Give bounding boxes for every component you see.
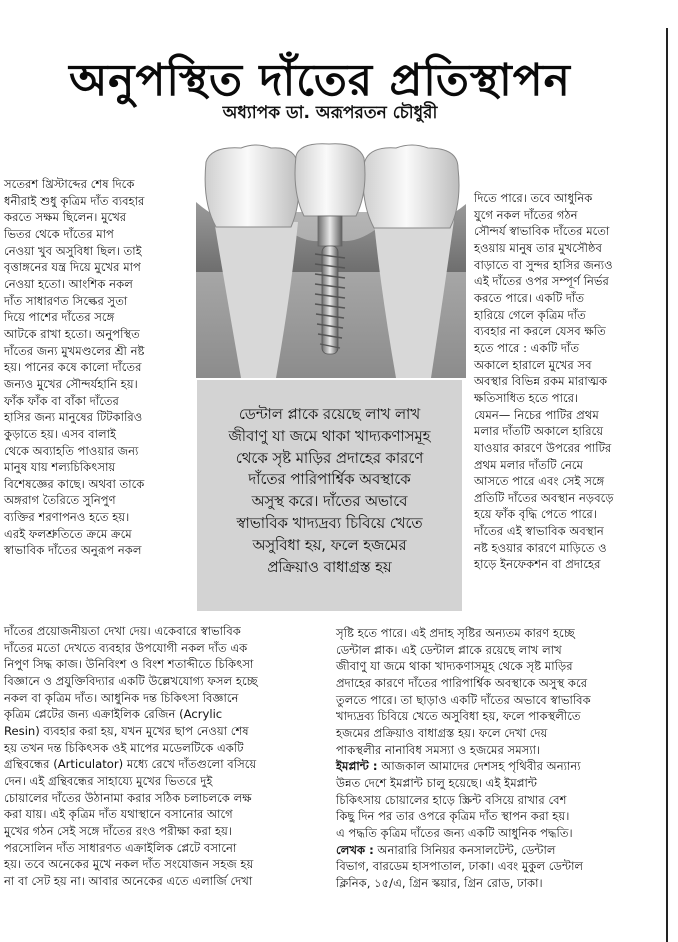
text-line: অঙ্গরাগ তৈরিতে সুনিপুণ: [4, 493, 116, 508]
text-line: হজমের প্রক্রিয়াও বাধাগ্রস্ত হয়। ফলে দেখা দেয়: [336, 725, 548, 740]
text-line: নেওয়া হতো। আংশিক নকল: [4, 276, 133, 291]
text-line: কৃত্রিম প্লেটের জন্য এক্রাইলিক রেজিন (Acrylic: [4, 707, 223, 722]
text-line: করা যায়। এই কৃত্রিম দাঁত যথাস্থানে বসানোর আগে: [4, 807, 233, 822]
text-line: পরসোলিন দাঁত সাধারণত এক্রাইলিক প্লেটে বসানো: [4, 840, 237, 855]
lower-right-text: [336, 625, 664, 892]
column-right-text: [474, 190, 664, 573]
quote-line: ডেন্টাল প্লাকে রয়েছে লাখ লাখ: [238, 406, 421, 423]
text-line: নেওয়া খুব অসুবিধা ছিল। তাই: [4, 243, 142, 258]
text-line: হয়। পানের কষে কালো দাঁতের: [4, 360, 142, 375]
text-line: প্রতিটি দাঁতের অবস্থান নড়বড়ে: [474, 490, 614, 505]
text-line: দিতে পারে। তবে আধুনিক: [474, 191, 593, 205]
text-line: ক্ষতিসাধিত হতে পারে।: [474, 390, 579, 405]
text-line: প্রদাহের কারণে দাঁতের পারিপার্শ্বিক অবস্থাকে অসুস্থ করে: [336, 675, 588, 690]
text-line: সৃষ্টি হতে পারে। এই প্রদাহ সৃষ্টির অন্যতম কারণ হচ্ছে: [336, 626, 575, 640]
text-line: ব্যবহার না করলে যেসব ক্ষতি: [474, 324, 606, 339]
author-label: লেখক :: [336, 842, 374, 857]
text-line: গ্রন্থিবন্ধের (Articulator) মধ্যে রেখে দাঁতগুলো বসিয়ে: [4, 757, 257, 772]
text-line: দাঁত সাধারণত সিল্কের সুতা: [4, 293, 128, 308]
text-line: জন্যও মুখের সৌন্দর্যহানি হয়।: [4, 376, 138, 391]
text-line: আটকে রাখা হতো। অনুপস্থিত: [4, 326, 140, 341]
text-line: করতে পারে। একটি দাঁত: [474, 290, 585, 305]
text-line: হাড়ে ইনফেকশন বা প্রদাহের: [474, 557, 601, 572]
text-line: নষ্ট হওয়ার কারণে মাড়িতে ও: [474, 540, 607, 555]
text-line: দাঁতের এই স্বাভাবিক অবস্থান: [474, 524, 604, 539]
implant-line: চিকিৎসায় চোয়ালের হাড়ে স্ক্রিন্ট বসিয়ে রাখার বেশ: [336, 792, 567, 807]
article-headline: অনুপস্থিত দাঁতের প্রতিস্থাপন: [69, 55, 571, 107]
quote-line: স্বাভাবিক খাদ্যদ্রব্য চিবিয়ে খেতে: [236, 514, 423, 532]
column-left-text: [4, 176, 200, 559]
text-line: আসতে পারে এবং সেই সঙ্গে: [474, 474, 605, 489]
author-line: বিভাগ, বারডেম হাসপাতাল, ঢাকা। এবং মুকুল ডেন্টাল: [336, 859, 584, 874]
lower-left-text: [4, 623, 328, 890]
text-line: ফাঁক ফাঁক বা বাঁকা দাঁতের: [4, 393, 119, 408]
text-line: এরই ফলশ্রুতিতে ক্রমে ক্রমে: [4, 526, 132, 541]
dental-implant-illustration: [196, 142, 466, 378]
text-line: দেন। এই গ্রন্থিবন্ধের সাহায্যে মুখের ভিতরে দুই: [4, 773, 213, 788]
text-line: হয়। তবে অনেকের মুখে নকল দাঁত সংযোজন সহজ হয়: [4, 857, 254, 872]
text-line: তুলতে পারে। তা ছাড়াও একটি দাঁতের অভাবে স্বাভাবিক: [336, 692, 591, 707]
text-line: বিশেষজ্ঞের কাছে। অথবা তাকে: [4, 476, 145, 491]
quote-line: থেকে সৃষ্ট মাড়ির প্রদাহের কারণে: [235, 449, 424, 467]
text-line: সতেরশ খ্রিস্টাব্দের শেষ দিকে: [4, 177, 135, 191]
text-line: অকালে হারালে মুখের সব: [474, 357, 592, 372]
text-line: Resin) ব্যবহার করা হয়, যখন মুখের ছাপ নেওয়া শেষ: [4, 723, 249, 738]
implant-paragraph-line: [336, 758, 664, 775]
pull-quote-box: [197, 380, 462, 611]
text-line: দাঁতের প্রয়োজনীয়তা দেখা দেয়। একেবারে স্বাভাবিক: [4, 624, 241, 638]
text-line: দিয়ে পাশের দাঁতের সঙ্গে: [4, 310, 115, 325]
text-line: প্রথম মলার দাঁতটি নেমে: [474, 457, 583, 472]
text-line: মানুষ যায় শল্যচিকিৎসায়: [4, 460, 116, 475]
text-line: যাওয়ার কারণে উপরের পাটির: [474, 440, 612, 455]
text-line: হয়ে ফাঁক বৃদ্ধি পেতে পারে।: [474, 507, 597, 522]
text-line: কুড়াতে হয়। এসব বালাই: [4, 426, 117, 441]
quote-line: প্রক্রিয়াও বাধাগ্রস্ত হয়: [267, 558, 392, 576]
author-line: ক্লিনিক, ১৫/এ, গ্রিন স্কয়ার, গ্রিন রোড, ঢাকা।: [336, 875, 543, 890]
implant-line: আজকাল আমাদের দেশসহ পৃথিবীর অন্যান্য: [377, 759, 581, 774]
text-line: স্বাভাবিক দাঁতের অনুরূপ নকল: [4, 543, 142, 558]
text-line: থেকে অব্যাহতি পাওয়ার জন্য: [4, 443, 139, 458]
text-line: নিপুণ সিদ্ধ কাজ। উনিবিংশ ও বিংশ শতাব্দীতে চিকিৎসা: [4, 657, 254, 672]
text-line: চোয়ালের দাঁতের উঠানামা করার সঠিক চলাচলকে লক্ষ: [4, 790, 252, 805]
text-line: নকল বা কৃত্রিম দাঁত। আধুনিক দন্ত চিকিৎসা বিজ্ঞানে: [4, 690, 239, 705]
column-rule: [666, 28, 668, 942]
text-line: হাসির জন্য মানুষের টিটকারিও: [4, 410, 143, 425]
quote-line: দাঁতের পারিপার্শ্বিক অবস্থাকে: [248, 471, 411, 489]
text-line: খাদ্যদ্রব্য চিবিয়ে খেতে অসুবিধা হয়, ফলে পাকস্থলীতে: [336, 709, 581, 724]
text-line: এই দাঁতের ওপর সম্পূর্ণ নির্ভর: [474, 274, 609, 289]
text-line: যুগে নকল দাঁতের গঠন: [474, 207, 578, 222]
text-line: যেমন— নিচের পাটির প্রথম: [474, 407, 599, 422]
text-line: না বা সেট হয় না। আবার অনেকের এতে এলার্জি দেখা: [4, 873, 253, 888]
quote-line: অসুস্থ করে। দাঁতের অভাবে: [251, 493, 408, 511]
text-line: ব্যক্তির শরণাপনও হতে হয়।: [4, 510, 130, 525]
article-byline: অধ্যাপক ডা. অরূপরতন চৌধুরী: [222, 103, 438, 123]
implant-label: ইমপ্লান্ট :: [336, 759, 378, 774]
text-line: বাড়াতে বা সুন্দর হাসির জন্যও: [474, 257, 613, 272]
text-line: দাঁতের জন্য মুখমণ্ডলের শ্রী নষ্ট: [4, 343, 145, 358]
quote-line: অসুবিধা হয়, ফলে হজমের: [252, 536, 407, 554]
text-line: পাকস্থলীর নানাবিধ সমস্যা ও হজমের সমস্যা।: [336, 742, 541, 757]
text-line: বৃত্তাঙ্গনের যন্ত্র দিয়ে মুখের মাপ: [4, 260, 141, 275]
text-line: হারিয়ে গেলে কৃত্রিম দাঁত: [474, 307, 586, 322]
text-line: দাঁতের মতো দেখতে ব্যবহার উপযোগী নকল দাঁত এক: [4, 640, 248, 655]
text-line: হতে পারে : একটি দাঁত: [474, 340, 580, 355]
text-line: ধনীরাই শুধু কৃত্রিম দাঁত ব্যবহার: [4, 193, 145, 208]
implant-line: কিছু দিন পর তার ওপরে কৃত্রিম দাঁত স্থাপন করা হয়।: [336, 809, 570, 824]
implant-line: উন্নত দেশে ইমপ্লান্ট চালু হয়েছে। এই ইমপ্লান্ট: [336, 775, 538, 790]
implant-line: এ পদ্ধতি কৃত্রিম দাঁতের জন্য একটি আধুনিক পদ্ধতি।: [336, 825, 573, 840]
text-line: করতে সক্ষম ছিলেন। মুখের: [4, 210, 127, 225]
text-line: সৌন্দর্য স্বাভাবিক দাঁতের মতো: [474, 224, 610, 239]
text-line: ভিতর থেকে দাঁতের মাপ: [4, 226, 114, 241]
quote-line: জীবাণু যা জমে থাকা খাদ্যকণাসমূহ: [228, 427, 431, 445]
text-line: জীবাণু যা জমে থাকা খাদ্যকণাসমূহ থেকে সৃষ্ট মাড়ির: [336, 659, 573, 674]
text-line: হওয়ায় মানুষ তার মুখসৌষ্ঠব: [474, 240, 602, 255]
text-line: হয় তখন দন্ত চিকিৎসক ওই মাপের মডেলটিকে একটি: [4, 740, 244, 755]
author-line: অনারারি সিনিয়র কনসালটেন্ট, ডেন্টাল: [373, 842, 556, 857]
text-line: মুখের গঠন সেই সঙ্গে দাঁতের রংও পরীক্ষা করা হয়।: [4, 823, 233, 838]
text-line: মলার দাঁতটি অকালে হারিয়ে: [474, 424, 604, 439]
text-line: অবস্থার বিভিন্ন রকম মারাত্মক: [474, 374, 608, 389]
text-line: বিজ্ঞানে ও প্রযুক্তিবিদ্যার একটি উল্লেখযোগ্য ফসল হচ্ছে: [4, 673, 258, 688]
text-line: ডেন্টাল প্লাক। এই ডেন্টাল প্লাকে রয়েছে লাখ লাখ: [336, 642, 562, 657]
author-paragraph-line: [336, 842, 664, 859]
